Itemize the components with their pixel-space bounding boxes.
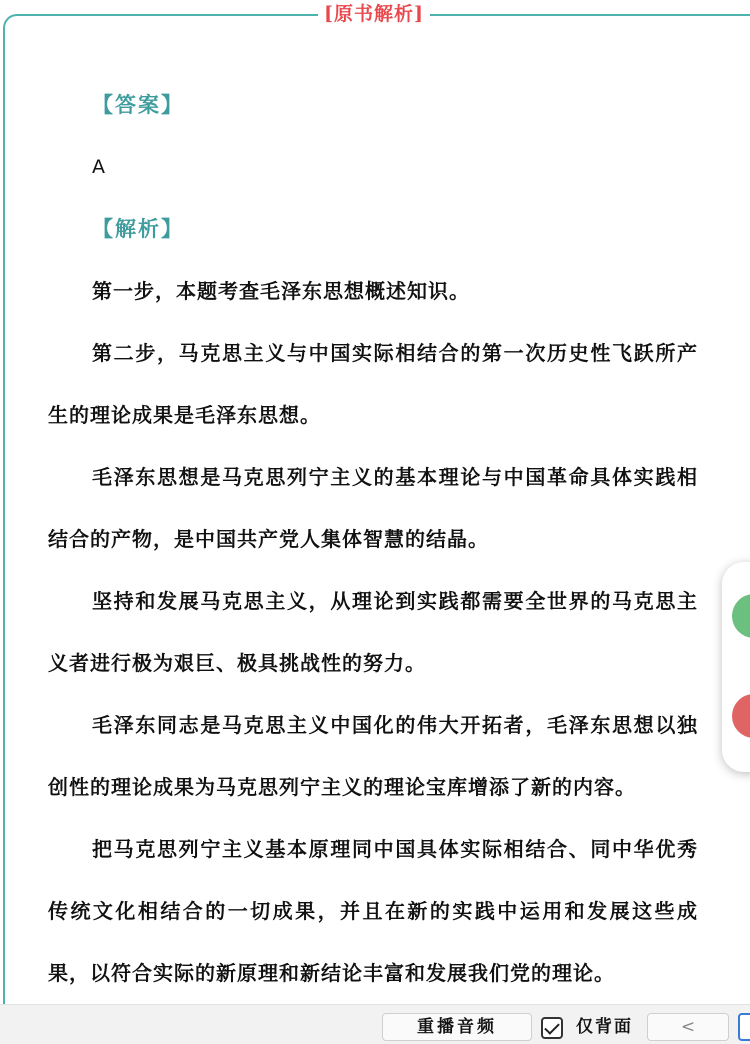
green-rating-button[interactable] bbox=[732, 594, 750, 638]
back-only-label: 仅背面 bbox=[576, 1017, 633, 1037]
analysis-paragraph: 第二步，马克思主义与中国实际相结合的第一次历史性飞跃所产生的理论成果是毛泽东思想。 bbox=[48, 341, 698, 427]
answer-value: A bbox=[92, 156, 105, 178]
analysis-paragraph: 第一步，本题考查毛泽东思想概述知识。 bbox=[92, 279, 470, 303]
bottom-toolbar bbox=[0, 1004, 750, 1044]
analysis-paragraph: 毛泽东思想是马克思列宁主义的基本理论与中国革命具体实践相结合的产物，是中国共产党人集体智慧的结晶。 bbox=[48, 465, 698, 551]
panel-title: [原书解析] bbox=[318, 0, 430, 28]
red-rating-button[interactable] bbox=[732, 694, 750, 738]
analysis-label: 【解析】 bbox=[92, 216, 184, 241]
analysis-paragraph: 坚持和发展马克思主义，从理论到实践都需要全世界的马克思主义者进行极为艰巨、极具挑战性的努力。 bbox=[48, 589, 698, 675]
side-rating-widget bbox=[722, 562, 750, 772]
back-only-checkbox[interactable] bbox=[541, 1017, 563, 1039]
analysis-content bbox=[48, 74, 698, 1004]
next-button[interactable] bbox=[738, 1013, 750, 1041]
checkmark-icon bbox=[544, 1019, 560, 1035]
analysis-paragraph: 毛泽东同志是马克思主义中国化的伟大开拓者，毛泽东思想以独创性的理论成果为马克思列宁主义的理论宝库增添了新的内容。 bbox=[48, 713, 698, 799]
prev-button[interactable]: < bbox=[647, 1013, 729, 1041]
replay-audio-button[interactable]: 重播音频 bbox=[382, 1013, 532, 1041]
analysis-paragraph: 把马克思列宁主义基本原理同中国具体实际相结合、同中华优秀传统文化相结合的一切成果，并且在新的实践中运用和发展这些成果，以符合实际的新原理和新结论丰富和发展我们党的理论。 bbox=[48, 837, 698, 985]
answer-label: 【答案】 bbox=[92, 92, 184, 117]
